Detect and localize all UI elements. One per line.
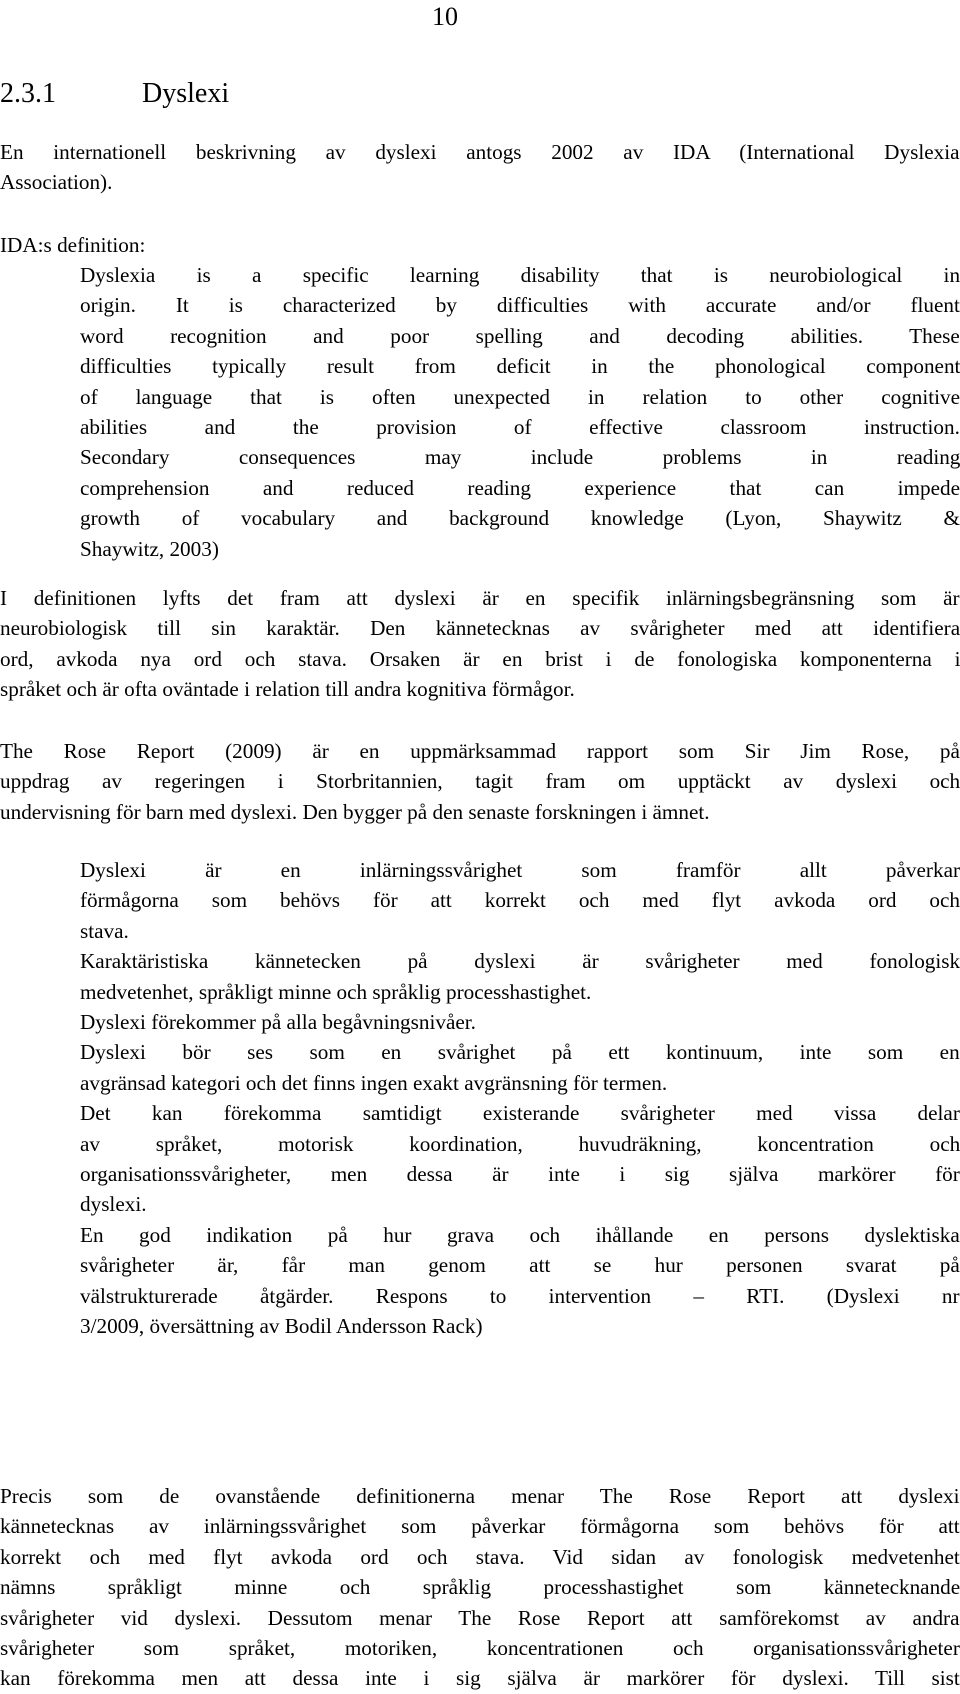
text-line: kan förekomma men att dessa inte i sig själva är markörer för dyslexi. Till sist bbox=[0, 1666, 960, 1691]
text-line: Dyslexia is a specific learning disability that is neurobiological in bbox=[80, 263, 960, 287]
text-line: En god indikation på hur grava och ihållande en persons dyslektiska bbox=[80, 1222, 960, 1247]
text-line: IDA:s definition: bbox=[0, 233, 146, 257]
text-line: medvetenhet, språkligt minne och språklig processhastighet. bbox=[80, 979, 592, 1004]
text-line: Det kan förekomma samtidigt existerande svårigheter med vissa delar bbox=[80, 1101, 960, 1126]
text-line: En internationell beskrivning av dyslexi antogs 2002 av IDA (International Dyslexia bbox=[0, 140, 960, 164]
text-line: Dyslexi förekommer på alla begåvningsnivåer. bbox=[80, 1010, 476, 1035]
text-line: Secondary consequences may include problems in reading bbox=[80, 445, 960, 470]
text-line: comprehension and reduced reading experience that can impede bbox=[80, 475, 960, 500]
section-number: 2.3.1 bbox=[0, 78, 56, 109]
text-line: Dyslexi är en inlärningssvårighet som framför allt påverkar bbox=[80, 858, 960, 882]
text-line: språket och är ofta oväntade i relation till andra kognitiva förmågor. bbox=[0, 677, 575, 702]
text-line: difficulties typically result from deficit in the phonological component bbox=[80, 354, 960, 379]
text-line: svårigheter är, får man genom att se hur personen svarat på bbox=[80, 1253, 960, 1278]
text-line: svårigheter vid dyslexi. Dessutom menar The Rose Report att samförekomst av andra bbox=[0, 1605, 960, 1630]
text-line: nämns språkligt minne och språklig processhastighet som kännetecknande bbox=[0, 1575, 960, 1600]
text-line: neurobiologisk till sin karaktär. Den kännetecknas av svårigheter med att identifiera bbox=[0, 616, 960, 641]
text-line: av språket, motorisk koordination, huvudräkning, koncentration och bbox=[80, 1131, 960, 1156]
text-line: The Rose Report (2009) är en uppmärksammad rapport som Sir Jim Rose, på bbox=[0, 739, 960, 763]
text-line: I definitionen lyfts det fram att dyslexi är en specifik inlärningsbegränsning som är bbox=[0, 586, 960, 610]
text-line: of language that is often unexpected in relation to other cognitive bbox=[80, 384, 960, 409]
rose-report-paragraph bbox=[0, 736, 960, 827]
page-number: 10 bbox=[432, 2, 458, 31]
english-definition-quote bbox=[80, 260, 960, 564]
text-line: origin. It is characterized by difficulties with accurate and/or fluent bbox=[80, 293, 960, 318]
text-line: dyslexi. bbox=[80, 1192, 147, 1217]
definition-paragraph bbox=[0, 583, 960, 705]
text-line: Precis som de ovanstående definitionerna menar The Rose Report att dyslexi bbox=[0, 1484, 960, 1508]
text-line: growth of vocabulary and background knowledge (Lyon, Shaywitz & bbox=[80, 506, 960, 531]
text-line: uppdrag av regeringen i Storbritannien, tagit fram om upptäckt av dyslexi och bbox=[0, 769, 960, 794]
intro-paragraph bbox=[0, 137, 960, 198]
text-line: förmågorna som behövs för att korrekt och med flyt avkoda ord och bbox=[80, 888, 960, 913]
section-heading bbox=[0, 76, 229, 112]
text-line: avgränsad kategori och det finns ingen exakt avgränsning för termen. bbox=[80, 1070, 668, 1095]
text-line: organisationssvårigheter, men dessa är inte i sig själva markörer för bbox=[80, 1162, 960, 1187]
conclusion-paragraph bbox=[0, 1481, 960, 1694]
section-title: Dyslexi bbox=[142, 78, 230, 109]
text-line: Association). bbox=[0, 170, 113, 195]
text-line: 3/2009, översättning av Bodil Andersson Rack) bbox=[80, 1314, 483, 1339]
text-line: undervisning för barn med dyslexi. Den bygger på den senaste forskningen i ämnet. bbox=[0, 799, 710, 824]
text-line: kännetecknas av inlärningssvårighet som påverkar förmågorna som behövs för att bbox=[0, 1514, 960, 1539]
swedish-definition-quote bbox=[80, 855, 960, 1342]
text-line: ord, avkoda nya ord och stava. Orsaken är en brist i de fonologiska komponenterna i bbox=[0, 646, 960, 671]
text-line: Dyslexi bör ses som en svårighet på ett kontinuum, inte som en bbox=[80, 1040, 960, 1065]
text-line: stava. bbox=[80, 918, 129, 943]
text-line: word recognition and poor spelling and decoding abilities. These bbox=[80, 323, 960, 348]
text-line: Karaktäristiska kännetecken på dyslexi är svårigheter med fonologisk bbox=[80, 949, 960, 974]
text-line: Shaywitz, 2003) bbox=[80, 536, 219, 561]
text-line: svårigheter som språket, motoriken, koncentrationen och organisationssvårigheter bbox=[0, 1636, 960, 1661]
text-line: korrekt och med flyt avkoda ord och stava. Vid sidan av fonologisk medvetenhet bbox=[0, 1544, 960, 1569]
ida-label bbox=[0, 230, 960, 260]
text-line: abilities and the provision of effective classroom instruction. bbox=[80, 415, 960, 440]
text-line: välstrukturerade åtgärder. Respons to intervention – RTI. (Dyslexi nr bbox=[80, 1283, 960, 1308]
